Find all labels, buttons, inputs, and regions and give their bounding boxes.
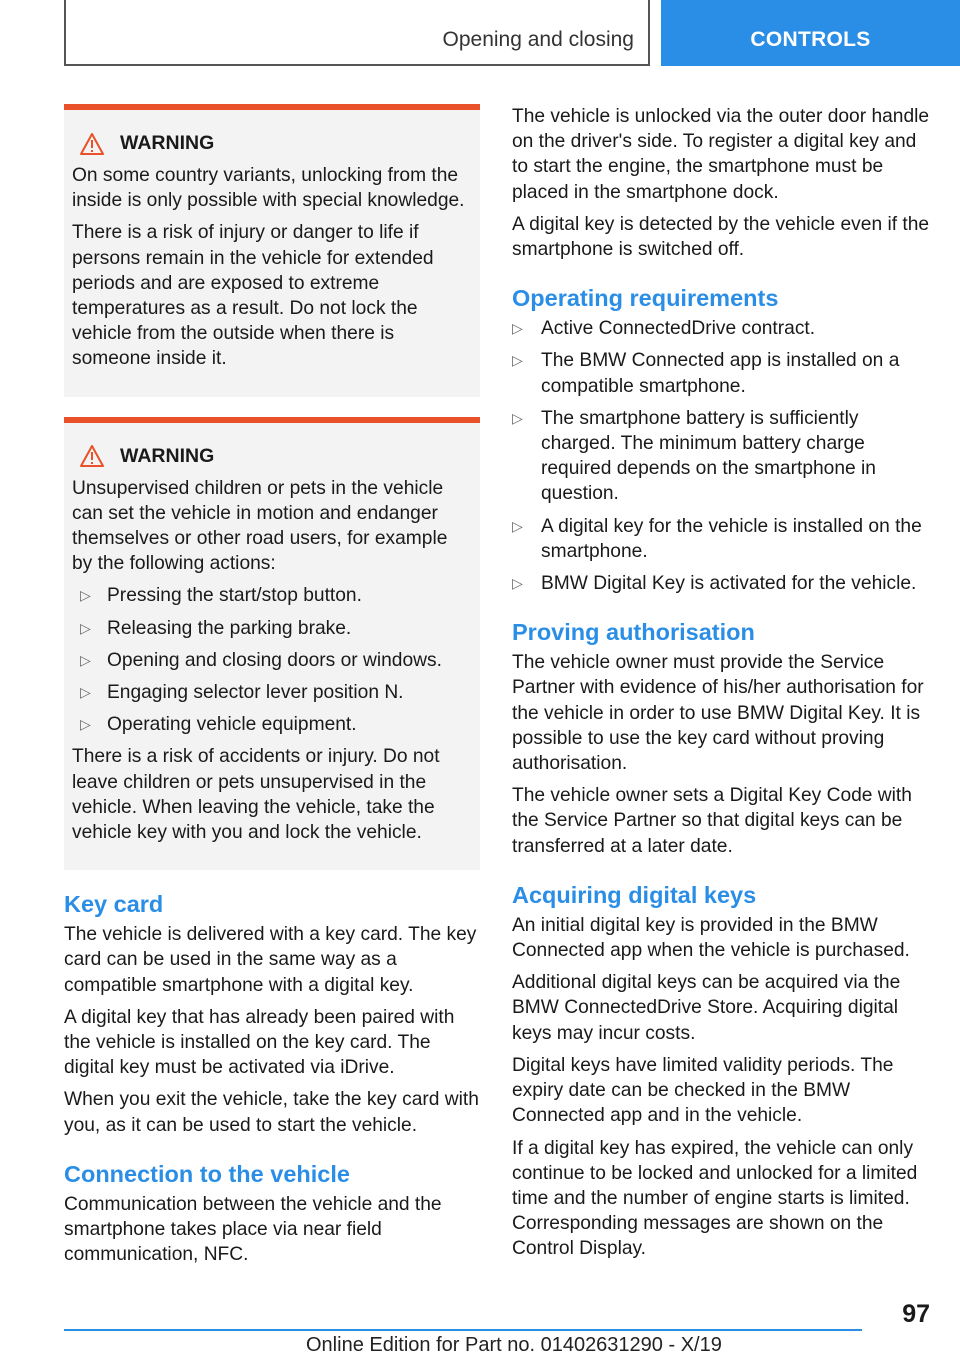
triangle-bullet-icon: ▷ <box>512 352 523 369</box>
triangle-bullet-icon: ▷ <box>512 320 523 337</box>
warning-box <box>64 417 480 871</box>
paragraph: The vehicle is delivered with a key card. The key card can be used in the same way as a compatible smartphone with a digital key. <box>64 924 477 996</box>
paragraph: Communication between the vehicle and the smartphone takes place via near field communication, NFC. <box>64 1193 442 1266</box>
paragraph: Additional digital keys can be acquired via the BMW ConnectedDrive Store. Acquiring digital keys may incur costs. <box>512 972 901 1044</box>
triangle-bullet-icon: ▷ <box>512 517 523 534</box>
warning-title <box>72 445 472 468</box>
page-number: 97 <box>902 1300 930 1328</box>
list-item: ▷ The smartphone battery is sufficiently charged. The minimum battery charge required depends on the smartphone in question. <box>512 407 876 505</box>
warning-action-list <box>72 583 472 737</box>
list-item: ▷ Releasing the parking brake. <box>72 616 472 641</box>
heading-operating-requirements: Operating requirements <box>512 285 779 312</box>
paragraph: A digital key that has already been paired with the vehicle is installed on the key card. The digital key must be activated via iDrive. <box>64 1006 455 1079</box>
triangle-bullet-icon: ▷ <box>80 651 91 668</box>
chapter-tab-label: CONTROLS <box>750 28 871 51</box>
list-item: ▷ Engaging selector lever position N. <box>72 680 472 705</box>
paragraph: A digital key is detected by the vehicle even if the smartphone is switched off. <box>512 213 930 261</box>
heading-proving-authorisation: Proving authorisation <box>512 619 755 646</box>
paragraph: The vehicle owner sets a Digital Key Code with the Service Partner so that digital keys can be transferred at a later date. <box>512 785 912 857</box>
list-item: ▷ A digital key for the vehicle is installed on the smartphone. <box>512 515 922 562</box>
chapter-tab <box>661 0 960 66</box>
warning-title-text: WARNING <box>120 132 215 154</box>
warning-triangle-icon <box>80 445 104 467</box>
paragraph: The vehicle is unlocked via the outer door handle on the driver's side. To register a digital key and to start the engine, the smartphone must be placed in the smartphone dock. <box>512 106 930 203</box>
triangle-bullet-icon: ▷ <box>80 684 91 701</box>
paragraph: If a digital key has expired, the vehicle can only continue to be locked and unlocked for a limited time and the number of engine starts is limited. Corresponding messages are shown on the Control Display. <box>512 1137 918 1260</box>
footer-divider <box>64 1329 862 1331</box>
requirements-list <box>512 316 930 596</box>
heading-connection: Connection to the vehicle <box>64 1160 350 1187</box>
triangle-bullet-icon: ▷ <box>80 619 91 636</box>
heading-key-card: Key card <box>64 891 164 918</box>
triangle-bullet-icon: ▷ <box>80 716 91 733</box>
warning-title-text: WARNING <box>120 444 215 467</box>
warning-paragraph: There is a risk of injury or danger to life if persons remain in the vehicle for extended periods and are exposed to extreme temperatures as a result. Do not lock the vehicle from the outside when there is someone inside it. <box>72 222 434 370</box>
list-item: ▷ BMW Digital Key is activated for the vehicle. <box>512 571 930 596</box>
warning-box <box>64 104 480 397</box>
triangle-bullet-icon: ▷ <box>512 575 523 592</box>
paragraph: An initial digital key is provided in the BMW Connected app when the vehicle is purchased. <box>512 914 910 962</box>
paragraph: When you exit the vehicle, take the key card with you, as it can be used to start the vehicle. <box>64 1089 479 1136</box>
list-item: ▷ Operating vehicle equipment. <box>72 712 472 737</box>
warning-title <box>72 132 472 155</box>
heading-acquiring-digital-keys: Acquiring digital keys <box>512 881 757 908</box>
list-item: ▷ Active ConnectedDrive contract. <box>512 316 930 341</box>
footer-edition: Online Edition for Part no. 01402631290 - X/19 <box>306 1334 722 1356</box>
list-item: ▷ The BMW Connected app is installed on a compatible smartphone. <box>512 350 900 397</box>
warning-paragraph: On some country variants, unlocking from the inside is only possible with special knowledge. <box>72 165 465 212</box>
paragraph: The vehicle owner must provide the Service Partner with evidence of his/her authorisation for the vehicle in order to use BMW Digital Key. It is possible to use the key card without proving authorisation. <box>512 652 924 775</box>
paragraph: Digital keys have limited validity periods. The expiry date can be checked in the BMW Connected app and in the vehicle. <box>512 1054 894 1127</box>
list-item: ▷ Opening and closing doors or windows. <box>72 648 472 673</box>
list-item: ▷ Pressing the start/stop button. <box>72 583 472 608</box>
triangle-bullet-icon: ▷ <box>512 409 523 426</box>
section-title: Opening and closing <box>442 28 634 51</box>
right-column <box>512 104 930 1269</box>
left-column <box>64 104 480 1275</box>
warning-triangle-icon <box>80 133 104 155</box>
warning-paragraph: Unsupervised children or pets in the vehicle can set the vehicle in motion and endanger themselves or other road users, for example by the following actions: <box>72 477 448 575</box>
warning-paragraph: There is a risk of accidents or injury. Do not leave children or pets unsupervised in the vehicle. When leaving the vehicle, take the vehicle key with you and lock the vehicle. <box>72 746 440 844</box>
triangle-bullet-icon: ▷ <box>80 587 91 604</box>
header-section-box <box>64 0 650 66</box>
